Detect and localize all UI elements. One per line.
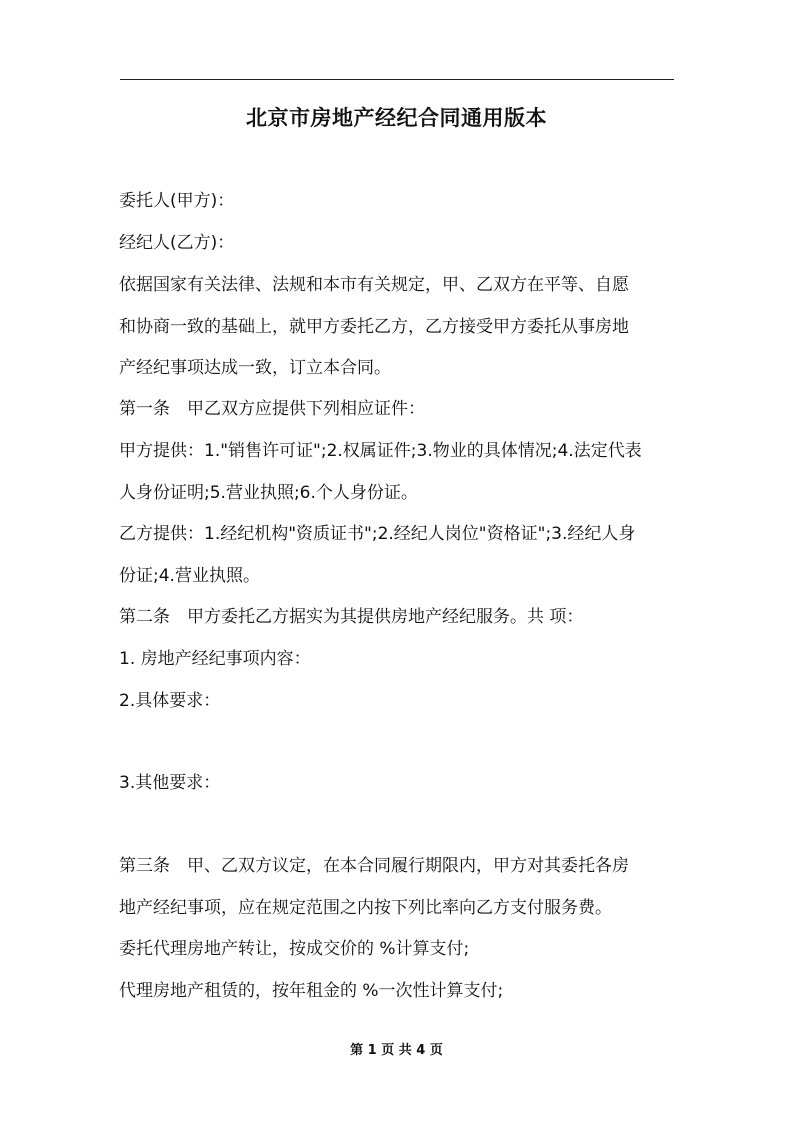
text-line: 地产经纪事项，应在规定范围之内按下列比率向乙方支付服务费。 [119,898,612,918]
text-line: 第三条 甲、乙双方议定，在本合同履行期限内，甲方对其委托各房 [119,856,629,876]
text-line: 产经纪事项达成一致，订立本合同。 [119,358,391,378]
text-line: 甲方提供：1."销售许可证";2.权属证件;3.物业的具体情况;4.法定代表 [119,441,642,461]
text-line: 人身份证明;5.营业执照;6.个人身份证。 [119,483,418,503]
text-line: 1. 房地产经纪事项内容： [119,649,311,669]
text-line: 委托代理房地产转让，按成交价的 %计算支付; [119,939,470,959]
page-number: 第 1 页 共 4 页 [350,1043,443,1058]
text-line: 依据国家有关法律、法规和本市有关规定，甲、乙双方在平等、自愿 [119,275,629,295]
text-line: 乙方提供：1.经纪机构"资质证书";2.经纪人岗位"资格证";3.经纪人身 [119,524,636,544]
text-line: 第一条 甲乙双方应提供下列相应证件： [119,399,425,419]
text-line: 和协商一致的基础上，就甲方委托乙方，乙方接受甲方委托从事房地 [119,317,629,337]
text-line: 3.其他要求： [119,773,221,793]
text-line: 第二条 甲方委托乙方据实为其提供房地产经纪服务。共 项： [119,607,584,627]
text-line: 经纪人(乙方)： [119,233,235,253]
text-line: 代理房地产租赁的，按年租金的 %一次性计算支付; [119,981,504,1001]
text-line: 委托人(甲方)： [119,191,235,211]
text-line: 2.具体要求： [119,691,221,711]
text-line: 份证;4.营业执照。 [119,566,260,586]
document-title: 北京市房地产经纪合同通用版本 [246,106,547,130]
header-rule [120,79,674,80]
